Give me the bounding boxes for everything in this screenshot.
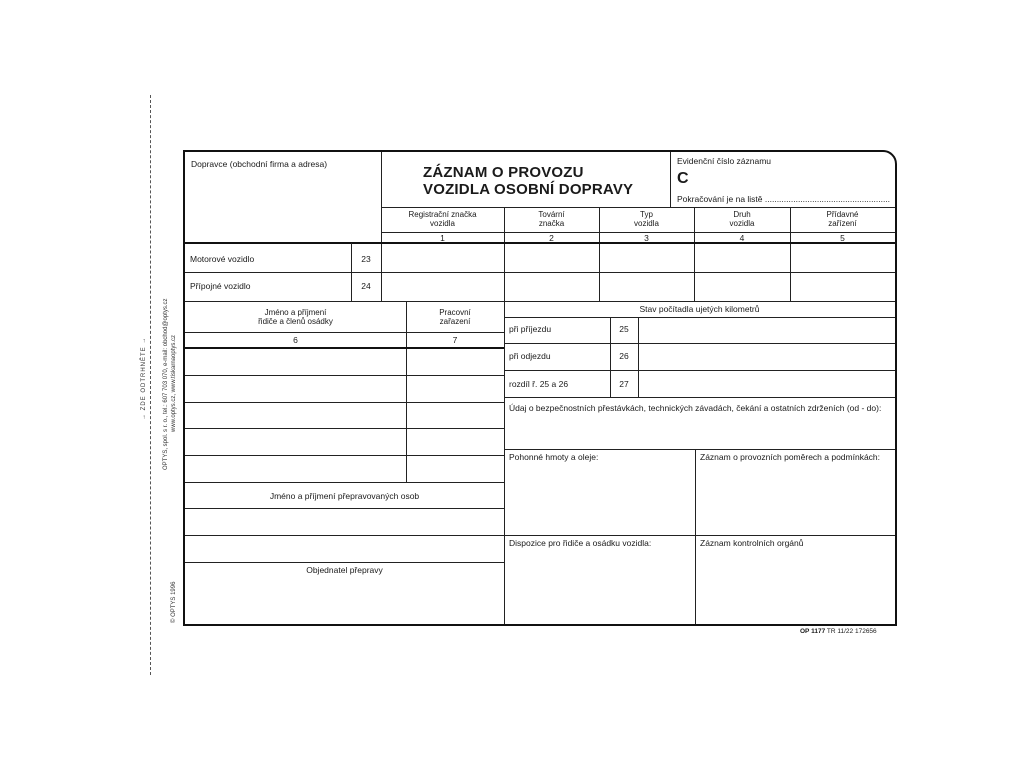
- crew-name-header-line1: Jméno a příjmení: [264, 308, 327, 317]
- col-header-registration: [381, 210, 504, 228]
- col-header-accessory: [790, 210, 895, 228]
- col-num-2: 2: [549, 233, 554, 243]
- trailer-label: Přípojné vozidlo: [190, 281, 251, 291]
- form-code-tr: TR 11/22: [826, 628, 854, 635]
- form-title-line-2: VOZIDLA OSOBNÍ DOPRAVY: [423, 181, 634, 198]
- form-code-number: OP 1177: [800, 628, 826, 635]
- odometer-difference-label: rozdíl ř. 25 a 26: [509, 379, 569, 389]
- crew-role-header-line1: Pracovní: [439, 308, 471, 317]
- inspection-label: Záznam kontrolních orgánů: [700, 538, 804, 548]
- form-code: [800, 628, 877, 635]
- tear-off-label: → ZDE ODTRHNĚTE →: [141, 336, 147, 420]
- operating-conditions-label: Záznam o provozních poměrech a podmínkách:: [700, 452, 881, 462]
- tear-off-line: [150, 95, 151, 675]
- copyright: © OPTYS 1996: [171, 581, 177, 623]
- motor-vehicle-label: Motorové vozidlo: [190, 254, 255, 264]
- col-header-make-line1: Tovární: [538, 210, 565, 219]
- row-num-23: 23: [361, 254, 371, 264]
- record-number-label: Evidenční číslo záznamu: [677, 156, 772, 166]
- carrier-label: Dopravce (obchodní firma a adresa): [191, 159, 328, 169]
- row-num-25: 25: [619, 324, 629, 334]
- odometer-arrival-label: při příjezdu: [509, 324, 552, 334]
- driver-instructions-label: Dispozice pro řidiče a osádku vozidla:: [509, 538, 652, 548]
- col-num-5: 5: [840, 233, 845, 243]
- row-num-27: 27: [619, 379, 629, 389]
- col-num-6: 6: [293, 335, 298, 345]
- col-num-1: 1: [440, 233, 445, 243]
- col-header-accessory-line1: Přídavné: [826, 210, 859, 219]
- col-num-3: 3: [644, 233, 649, 243]
- col-header-kind: [694, 210, 790, 228]
- col-header-kind-line2: vozidla: [729, 219, 755, 228]
- col-num-7: 7: [452, 335, 458, 345]
- publisher-line-1: OPTYS, spol. s r. o., tel.: 607 703 070, e-mail: obchod@optys.cz: [163, 298, 169, 470]
- client-label: Objednatel přepravy: [306, 565, 383, 575]
- col-header-kind-line1: Druh: [733, 210, 751, 219]
- col-header-registration-line2: vozidla: [430, 219, 455, 228]
- col-header-make-line2: značka: [538, 219, 565, 228]
- row-num-24: 24: [361, 281, 371, 291]
- crew-name-header: [185, 308, 406, 326]
- form-code-serial: 172656: [854, 628, 877, 635]
- col-header-type-line1: Typ: [640, 210, 653, 219]
- publisher-line-2: www.optys.cz, www.tiskarnaoptys.cz: [171, 334, 177, 432]
- continued-on-sheet-label: Pokračování je na listě .....................................................: [677, 194, 891, 204]
- col-header-type: [599, 210, 694, 228]
- odometer-departure-label: při odjezdu: [509, 351, 551, 361]
- col-header-registration-line1: Registrační značka: [408, 210, 477, 219]
- col-header-type-line2: vozidla: [634, 219, 659, 228]
- crew-role-header: [406, 308, 504, 326]
- safety-breaks-label: Údaj o bezpečnostních přestávkách, technických závadách, čekání a ostatních zdrženích (od - do):: [509, 403, 882, 413]
- col-header-make: [504, 210, 599, 228]
- record-series: C: [677, 170, 689, 187]
- carrier-field[interactable]: [185, 166, 381, 242]
- row-num-26: 26: [619, 351, 629, 361]
- odometer-header: Stav počítadla ujetých kilometrů: [639, 304, 760, 314]
- col-num-4: 4: [739, 233, 745, 243]
- record-form: [183, 150, 897, 626]
- fuel-label: Pohonné hmoty a oleje:: [509, 452, 599, 462]
- form-title-line-1: ZÁZNAM O PROVOZU: [423, 164, 584, 181]
- crew-name-header-line2: řidiče a členů osádky: [258, 317, 333, 326]
- passengers-label: Jméno a příjmení přepravovaných osob: [269, 491, 420, 501]
- crew-role-header-line2: zařazení: [439, 317, 471, 326]
- col-header-accessory-line2: zařízení: [828, 219, 857, 228]
